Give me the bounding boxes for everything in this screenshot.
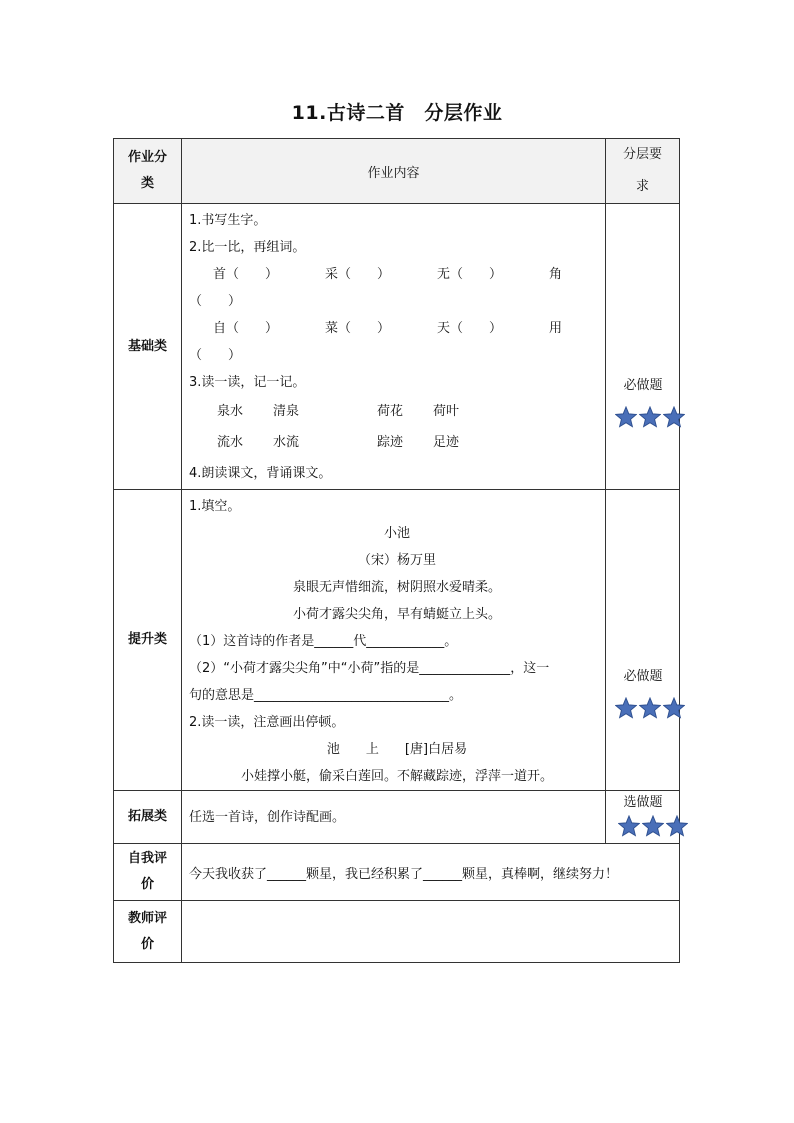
compare-word: 采（ ）: [325, 267, 391, 282]
extend-category: 拓展类: [114, 791, 182, 844]
header-category-line2: 类: [140, 176, 154, 191]
teacher-eval-label-line1: 教师评: [127, 910, 167, 926]
basic-line-1: 1.书写生字。: [189, 213, 267, 228]
poem-line-2: 小荷才露尖尖角，早有蜻蜓立上头。: [292, 607, 501, 622]
question-2-cont: 句的意思是______________________________。: [189, 688, 463, 703]
table-header-row: [114, 139, 680, 204]
teacher-eval-content[interactable]: [182, 901, 680, 963]
extend-stars: [618, 815, 688, 837]
basic-line-6: （ ）: [189, 348, 242, 363]
compare-word: 天（ ）: [437, 321, 503, 336]
word: 泉水: [217, 404, 244, 419]
improve-requirement-cell: [606, 490, 680, 791]
homework-table: [113, 138, 680, 963]
basic-line-4: （ ）: [189, 294, 242, 309]
word: 流水: [217, 435, 244, 450]
poem-line-1: 泉眼无声惜细流，树阴照水爱晴柔。: [292, 580, 501, 595]
basic-line-5: [189, 315, 605, 342]
compare-word: 无（ ）: [437, 267, 503, 282]
word-row-2: [189, 427, 605, 458]
header-category-cell: [114, 139, 182, 204]
improve-line-2: 2.读一读，注意画出停顿。: [189, 715, 345, 730]
poem2-title: 池 上 [唐]白居易: [326, 742, 468, 757]
teacher-eval-label-line2: 价: [140, 936, 154, 952]
self-eval-label-line2: 价: [140, 877, 154, 892]
word: 荷叶: [433, 404, 460, 419]
improve-stars: [615, 697, 685, 719]
header-requirement-line1: 分层要: [622, 147, 662, 162]
compare-word: 菜（ ）: [325, 321, 391, 336]
teacher-eval-row: [114, 901, 680, 963]
header-category-line1: 作业分: [127, 150, 167, 165]
compare-word: 首（ ）: [213, 267, 279, 282]
compare-word: 自（ ）: [213, 321, 279, 336]
star-icon: [639, 697, 661, 719]
star-icon: [642, 815, 664, 837]
star-icon: [663, 697, 685, 719]
basic-stars: [615, 406, 685, 428]
basic-line-7: 3.读一读，记一记。: [189, 375, 306, 390]
teacher-eval-label: [114, 901, 182, 963]
header-requirement-line2: 求: [635, 179, 649, 194]
compare-word: 用: [549, 321, 563, 336]
self-eval-label: [114, 844, 182, 901]
question-2: （2）“小荷才露尖尖角”中“小荷”指的是______________，这一: [189, 661, 550, 676]
self-eval-label-line1: 自我评: [127, 851, 167, 866]
basic-row: [114, 204, 680, 490]
page-title: 11.古诗二首 分层作业: [291, 102, 503, 124]
improve-requirement: 必做题: [623, 669, 663, 684]
extend-requirement-cell: [606, 791, 680, 844]
poem-author: （宋）杨万里: [357, 553, 436, 568]
header-content-cell: 作业内容: [182, 139, 606, 204]
word: 清泉: [273, 404, 300, 419]
improve-category: 提升类: [114, 490, 182, 791]
poem2-line: 小娃撑小艇，偷采白莲回。不解藏踪迹，浮萍一道开。: [240, 769, 553, 784]
self-eval-content: 今天我收获了______颗星，我已经积累了______颗星，真棒啊，继续努力！: [182, 844, 680, 901]
basic-requirement-cell: [606, 204, 680, 490]
word: 荷花: [377, 404, 404, 419]
word: 足迹: [433, 435, 460, 450]
compare-word: 角: [549, 267, 563, 282]
extend-content: 任选一首诗，创作诗配画。: [182, 791, 606, 844]
basic-line-10: 4.朗读课文，背诵课文。: [189, 466, 332, 481]
question-1: （1）这首诗的作者是______代____________。: [189, 634, 458, 649]
improve-line-1: 1.填空。: [189, 499, 241, 514]
self-eval-row: [114, 844, 680, 901]
basic-line-3: [189, 261, 605, 288]
basic-content: [182, 204, 606, 490]
improve-content: [182, 490, 606, 791]
star-icon: [666, 815, 688, 837]
basic-line-2: 2.比一比，再组词。: [189, 240, 306, 255]
basic-category: 基础类: [114, 204, 182, 490]
header-requirement-cell: [606, 139, 680, 204]
poem-title: 小池: [383, 526, 410, 541]
star-icon: [615, 406, 637, 428]
extend-row: [114, 791, 680, 844]
basic-requirement: 必做题: [623, 378, 663, 393]
word: 水流: [273, 435, 300, 450]
improve-row: [114, 490, 680, 791]
extend-requirement: 选做题: [623, 795, 663, 810]
word-row-1: [189, 396, 605, 427]
star-icon: [615, 697, 637, 719]
word: 踪迹: [377, 435, 404, 450]
star-icon: [663, 406, 685, 428]
star-icon: [618, 815, 640, 837]
star-icon: [639, 406, 661, 428]
